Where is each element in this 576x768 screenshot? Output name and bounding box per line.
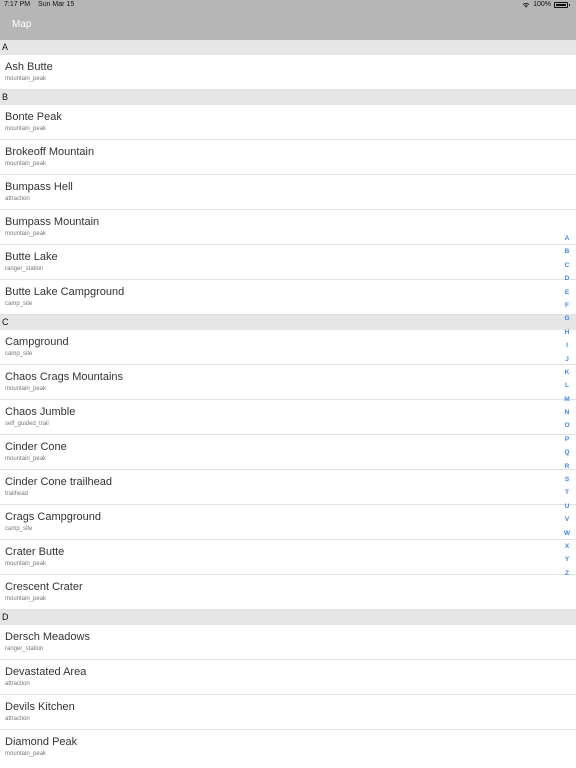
index-letter[interactable]: P bbox=[564, 435, 570, 443]
map-back-button[interactable]: Map bbox=[12, 19, 32, 30]
index-letter[interactable]: G bbox=[564, 315, 570, 323]
list-item-subtitle: mountain_peak bbox=[5, 386, 47, 392]
list-item[interactable] bbox=[0, 55, 576, 90]
index-letter[interactable]: Z bbox=[565, 569, 569, 577]
index-letter[interactable]: I bbox=[566, 342, 568, 350]
battery-percent: 100% bbox=[533, 1, 551, 8]
list-item-title: Bumpass Mountain bbox=[5, 216, 100, 228]
list-item-title: Diamond Peak bbox=[5, 736, 78, 748]
list-item-subtitle: attraction bbox=[5, 681, 30, 687]
index-letter[interactable]: N bbox=[564, 409, 570, 417]
index-letter[interactable]: D bbox=[564, 275, 570, 283]
list-item[interactable] bbox=[0, 695, 576, 730]
list-item[interactable] bbox=[0, 365, 576, 400]
index-letter[interactable]: M bbox=[564, 395, 570, 403]
list-item-subtitle: mountain_peak bbox=[5, 751, 47, 757]
index-letter[interactable]: A bbox=[564, 235, 570, 242]
list-item-title: Dersch Meadows bbox=[5, 631, 90, 643]
index-letter[interactable]: U bbox=[564, 502, 570, 510]
section-index[interactable] bbox=[562, 232, 572, 580]
list-item-subtitle: attraction bbox=[5, 716, 30, 722]
list-item-subtitle: camp_site bbox=[5, 526, 33, 532]
list-item-subtitle: trailhead bbox=[5, 491, 29, 497]
list-item[interactable] bbox=[0, 330, 576, 365]
index-letter[interactable]: F bbox=[565, 301, 569, 309]
list-item-title: Cinder Cone bbox=[5, 441, 67, 453]
list-item-subtitle: mountain_peak bbox=[5, 76, 47, 82]
status-right bbox=[522, 1, 568, 8]
list-item-title: Campground bbox=[5, 336, 69, 348]
list-item-title: Bumpass Hell bbox=[5, 181, 73, 193]
list-item-subtitle: mountain_peak bbox=[5, 561, 47, 567]
list-item-title: Ash Butte bbox=[5, 61, 53, 73]
list-item-title: Devastated Area bbox=[5, 666, 87, 678]
section-header: B bbox=[0, 90, 576, 105]
list-item-subtitle: mountain_peak bbox=[5, 161, 47, 167]
index-letter[interactable]: W bbox=[563, 529, 571, 537]
index-letter[interactable]: Q bbox=[564, 449, 570, 457]
index-letter[interactable]: V bbox=[564, 516, 570, 524]
list-item[interactable] bbox=[0, 210, 576, 245]
index-letter[interactable]: B bbox=[564, 248, 570, 256]
list-item[interactable] bbox=[0, 730, 576, 765]
list-item[interactable] bbox=[0, 140, 576, 175]
list-item[interactable] bbox=[0, 660, 576, 695]
places-list[interactable] bbox=[0, 40, 576, 765]
index-letter[interactable]: O bbox=[564, 422, 570, 430]
section-header: D bbox=[0, 610, 576, 625]
list-item-subtitle: mountain_peak bbox=[5, 456, 47, 462]
index-letter[interactable]: C bbox=[564, 261, 570, 269]
list-item[interactable] bbox=[0, 575, 576, 610]
section-header: C bbox=[0, 315, 576, 330]
list-item-subtitle: attraction bbox=[5, 196, 30, 202]
list-item[interactable] bbox=[0, 245, 576, 280]
list-item[interactable] bbox=[0, 175, 576, 210]
index-letter[interactable]: T bbox=[565, 489, 569, 497]
status-date: Sun Mar 15 bbox=[38, 1, 75, 8]
index-letter[interactable]: L bbox=[565, 382, 569, 390]
list-item-title: Bonte Peak bbox=[5, 111, 62, 123]
list-item-subtitle: camp_site bbox=[5, 351, 33, 357]
list-item-title: Brokeoff Mountain bbox=[5, 146, 95, 158]
index-letter[interactable]: X bbox=[564, 542, 570, 550]
section-header: A bbox=[0, 40, 576, 55]
index-letter[interactable]: J bbox=[565, 355, 569, 363]
wifi-icon bbox=[522, 2, 530, 8]
list-item-subtitle: mountain_peak bbox=[5, 231, 47, 237]
battery-fill bbox=[556, 4, 566, 6]
list-item[interactable] bbox=[0, 105, 576, 140]
list-item-title: Crater Butte bbox=[5, 546, 65, 558]
list-item[interactable] bbox=[0, 400, 576, 435]
list-item-subtitle: ranger_station bbox=[5, 266, 44, 272]
list-item-subtitle: self_guided_trail bbox=[5, 421, 49, 427]
list-item-subtitle: ranger_station bbox=[5, 646, 44, 652]
status-bar bbox=[0, 0, 576, 12]
list-item[interactable] bbox=[0, 280, 576, 315]
list-item[interactable] bbox=[0, 540, 576, 575]
status-left bbox=[4, 1, 80, 8]
index-letter[interactable]: K bbox=[564, 368, 570, 376]
list-item-subtitle: mountain_peak bbox=[5, 126, 47, 132]
list-item-title: Chaos Jumble bbox=[5, 406, 76, 418]
list-item-title: Cinder Cone trailhead bbox=[5, 476, 113, 488]
list-item[interactable] bbox=[0, 625, 576, 660]
list-item-subtitle: mountain_peak bbox=[5, 596, 47, 602]
list-item-title: Devils Kitchen bbox=[5, 701, 75, 713]
index-letter[interactable]: E bbox=[564, 288, 570, 296]
list-item-title: Chaos Crags Mountains bbox=[5, 371, 124, 383]
list-item-title: Butte Lake bbox=[5, 251, 58, 263]
list-item[interactable] bbox=[0, 505, 576, 540]
list-item-subtitle: camp_site bbox=[5, 301, 33, 307]
navigation-bar bbox=[0, 12, 576, 40]
list-item-title: Crags Campground bbox=[5, 511, 101, 523]
list-item-title: Butte Lake Campground bbox=[5, 286, 125, 298]
status-time: 7:17 PM bbox=[4, 1, 31, 8]
index-letter[interactable]: S bbox=[564, 476, 570, 484]
index-letter[interactable]: Y bbox=[564, 556, 570, 564]
list-item-title: Crescent Crater bbox=[5, 581, 83, 593]
list-item[interactable] bbox=[0, 435, 576, 470]
battery-icon bbox=[554, 2, 568, 8]
list-item[interactable] bbox=[0, 470, 576, 505]
index-letter[interactable]: R bbox=[564, 462, 570, 470]
index-letter[interactable]: H bbox=[564, 328, 570, 336]
